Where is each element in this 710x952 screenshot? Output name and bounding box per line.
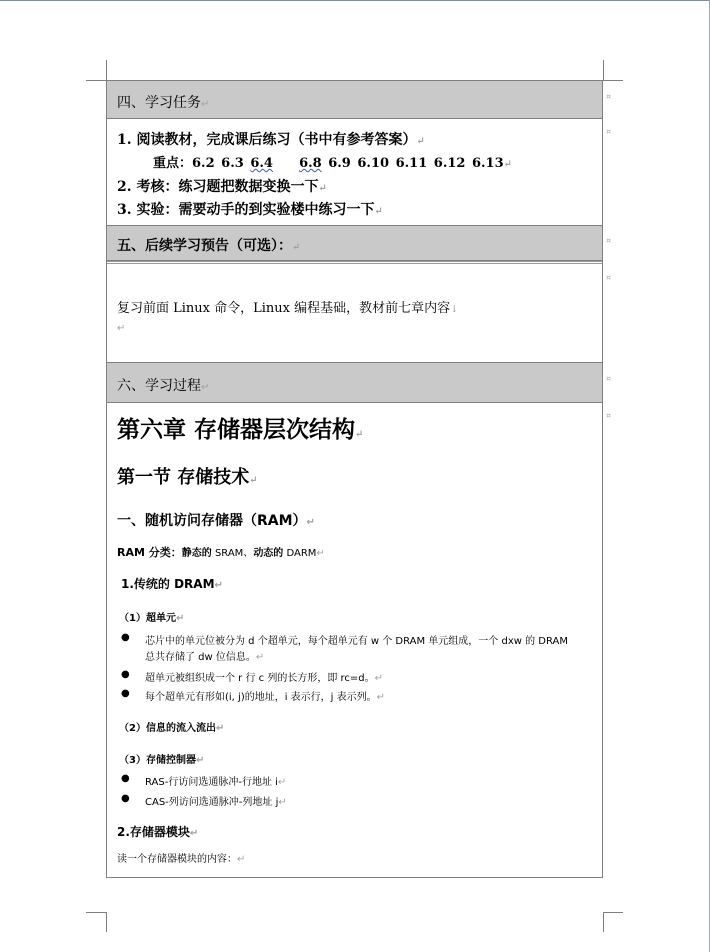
focus-item: 6.2: [192, 156, 215, 171]
supercell-bullet-1-cont[interactable]: 总共存储了 dw 位信息。↵: [145, 652, 265, 663]
supercell-bullet-2[interactable]: 超单元被组织成一个 r 行 c 列的长方形，即 rc=d。↵: [145, 673, 384, 684]
row-end-mark: ¤: [606, 236, 612, 245]
bullet-dot: ●: [121, 669, 130, 680]
tasks-heading[interactable]: 四、学习任务↵: [117, 95, 210, 111]
supercell-heading[interactable]: （1）超单元↵: [119, 613, 185, 624]
chapter-title[interactable]: 第六章 存储器层次结构↵: [117, 416, 364, 443]
tasks-header-row: [107, 81, 602, 119]
controller-heading[interactable]: （3）存储控制器↵: [119, 755, 205, 766]
crop-mark-bl-h: [86, 912, 106, 913]
crop-mark-br-h: [603, 912, 623, 913]
empty-paragraph: ↵: [117, 323, 126, 334]
preview-body-text[interactable]: 复习前面 Linux 命令，Linux 编程基础，教材前七章内容↓: [117, 301, 459, 316]
window-top-border: [0, 0, 710, 1]
dram-heading[interactable]: 1.传统的 DRAM↵: [121, 577, 223, 591]
focus-item: 6.4: [250, 156, 273, 171]
crop-mark-tr-h: [603, 80, 623, 81]
controller-bullet-1[interactable]: RAS-行访问选通脉冲-行地址 i↵: [145, 777, 287, 788]
document-table: [106, 80, 603, 878]
crop-mark-tl-v: [106, 60, 107, 80]
focus-item: 6.13: [471, 156, 504, 171]
supercell-bullet-1[interactable]: 芯片中的单元位被分为 d 个超单元，每个超单元有 w 个 DRAM 单元组成，一个 dxw 的 DRAM: [145, 636, 569, 647]
crop-mark-tl-h: [86, 80, 106, 81]
crop-mark-tr-v: [603, 60, 604, 80]
crop-mark-br-v: [603, 912, 604, 932]
preview-heading[interactable]: 五、后续学习预告（可选）：↵: [117, 238, 301, 254]
bullet-dot: ●: [121, 632, 130, 643]
row-end-mark: ¤: [606, 411, 612, 420]
flow-heading[interactable]: （2）信息的流入流出↵: [119, 723, 225, 734]
ram-classification-line[interactable]: RAM 分类：静态的 SRAM、动态的 DARM↵: [117, 546, 325, 559]
task-item-3[interactable]: 3. 实验：需要动手的到实验楼中练习一下↵: [117, 202, 383, 218]
process-body-row: [107, 403, 602, 877]
module-body-text[interactable]: 读一个存储器模块的内容：↵: [117, 854, 246, 865]
bullet-dot: ●: [121, 773, 130, 784]
focus-label: 重点：: [153, 156, 193, 171]
focus-line[interactable]: 重点：6.2 6.3 6.4 6.8 6.9 6.10 6.11 6.12 6.13↵: [153, 156, 513, 171]
preview-body-row: [107, 261, 602, 362]
controller-bullet-2[interactable]: CAS-列访问选通脉冲-列地址 j↵: [145, 797, 287, 808]
preview-header-row: [107, 225, 602, 261]
supercell-bullet-3[interactable]: 每个超单元有形如(i, j)的地址，i 表示行，j 表示列。↵: [145, 692, 386, 703]
process-heading[interactable]: 六、学习过程↵: [117, 378, 210, 394]
row-end-mark: ¤: [606, 374, 612, 383]
focus-item: 6.11: [395, 156, 428, 171]
row-end-mark: ¤: [606, 92, 612, 101]
focus-item: 6.10: [357, 156, 390, 171]
process-header-row: [107, 362, 602, 403]
focus-item: 6.8: [299, 156, 322, 171]
task-item-2[interactable]: 2. 考核：练习题把数据变换一下↵: [117, 179, 327, 195]
section-title[interactable]: 第一节 存储技术↵: [117, 467, 258, 488]
focus-item: 6.12: [433, 156, 466, 171]
focus-item: 6.3: [221, 156, 244, 171]
module-heading[interactable]: 2.存储器模块↵: [117, 825, 199, 839]
bullet-dot: ●: [121, 688, 130, 699]
subsection-title[interactable]: 一、随机访问存储器（RAM）↵: [117, 513, 315, 529]
tasks-body-row: [107, 119, 602, 225]
crop-mark-bl-v: [106, 912, 107, 932]
bullet-dot: ●: [121, 793, 130, 804]
focus-item: 6.9: [328, 156, 351, 171]
task-item-1[interactable]: 1. 阅读教材，完成课后练习（书中有参考答案）↵: [117, 132, 425, 148]
row-end-mark: ¤: [606, 273, 612, 282]
row-end-mark: ¤: [606, 127, 612, 136]
